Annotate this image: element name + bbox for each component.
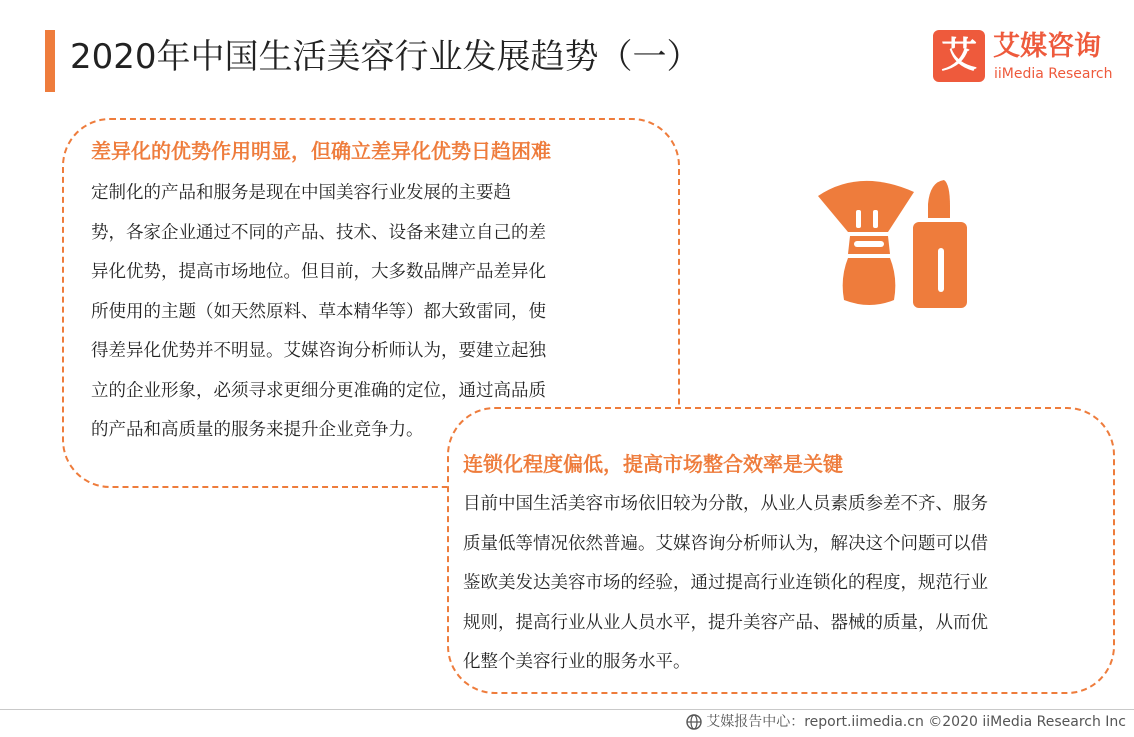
body-line: 质量低等情况依然普遍。艾媒咨询分析师认为，解决这个问题可以借 bbox=[463, 533, 988, 554]
body-line: 立的企业形象，必须寻求更细分更准确的定位，通过高品质 bbox=[91, 380, 546, 401]
footer-divider bbox=[0, 709, 1134, 710]
title-accent-bar bbox=[45, 30, 55, 92]
logo-name-en: iiMedia Research bbox=[994, 66, 1113, 82]
body-line: 化整个美容行业的服务水平。 bbox=[463, 652, 691, 672]
makeup-icons bbox=[810, 174, 976, 314]
globe-icon bbox=[686, 714, 702, 730]
body-line: 所使用的主题（如天然原料、草本精华等）都大致雷同，使 bbox=[91, 301, 546, 322]
body-line: 得差异化优势并不明显。艾媒咨询分析师认为，要建立起独 bbox=[91, 341, 546, 361]
iimedia-logo bbox=[933, 30, 1123, 86]
page-title: 2020年中国生活美容行业发展趋势（一） bbox=[70, 37, 701, 77]
logo-mark: 艾 bbox=[933, 30, 985, 82]
card-title-differentiation: 差异化的优势作用明显，但确立差异化优势日趋困难 bbox=[91, 139, 551, 163]
logo-name-cn: 艾媒咨询 bbox=[993, 31, 1101, 62]
card-title-chain: 连锁化程度偏低，提高市场整合效率是关键 bbox=[463, 452, 843, 476]
card-body-chain bbox=[463, 485, 1099, 683]
footer-text: 艾媒报告中心：report.iimedia.cn ©2020 iiMedia Research Inc bbox=[706, 714, 1126, 730]
body-line: 目前中国生活美容市场依旧较为分散，从业人员素质参差不齐、服务 bbox=[463, 494, 988, 514]
body-line: 的产品和高质量的服务来提升企业竞争力。 bbox=[91, 420, 424, 440]
body-line: 规则，提高行业从业人员水平，提升美容产品、器械的质量，从而优 bbox=[463, 612, 988, 633]
brush-icon bbox=[818, 181, 914, 305]
body-line: 势，各家企业通过不同的产品、技术、设备来建立自己的差 bbox=[91, 222, 546, 243]
footer bbox=[686, 712, 1126, 732]
lipstick-icon bbox=[913, 180, 967, 308]
body-line: 定制化的产品和服务是现在中国美容行业发展的主要趋 bbox=[91, 183, 511, 203]
body-line: 异化优势，提高市场地位。但目前，大多数品牌产品差异化 bbox=[91, 262, 546, 282]
body-line: 鉴欧美发达美容市场的经验，通过提高行业连锁化的程度，规范行业 bbox=[463, 573, 988, 593]
